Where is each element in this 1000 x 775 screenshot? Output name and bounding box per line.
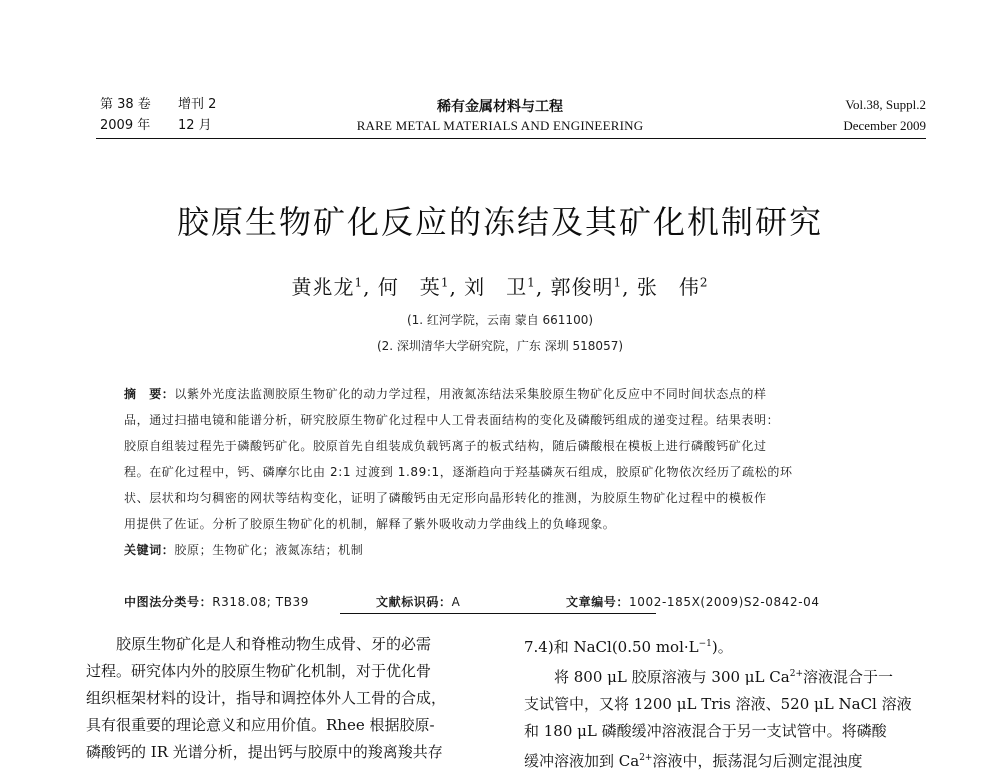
author-name: 黄兆龙 <box>291 275 355 299</box>
body-line: 将 800 μL 胶原溶液与 300 μL $Ca^{2+}$溶液混合于一 <box>554 668 894 686</box>
author-affiliation-mark: 1 <box>527 275 536 290</box>
abstract-line: 胶原自组装过程先于磷酸钙矿化。胶原首先自组装成负载钙离子的板式结构，随后磷酸根在模板上进行磷酸钙矿化过 <box>124 439 767 453</box>
keywords-line <box>124 537 904 563</box>
abstract-line: 状、层状和均匀稠密的网状等结构变化，证明了磷酸钙由无定形向晶形转化的推测，为胶原生物矿化过程中的模板作 <box>124 491 767 505</box>
body-line: 具有很重要的理论意义和应用价值。Rhee 根据胶原- <box>86 716 435 734</box>
author-name: 郭俊明 <box>550 275 614 299</box>
body-line: 和 180 μL 磷酸缓冲溶液混合于另一支试管中。将磷酸 <box>524 722 887 740</box>
header-rule <box>96 138 926 139</box>
keywords-value: 胶原；生物矿化；液氮冻结；机制 <box>174 543 364 557</box>
body-right-column <box>524 631 934 775</box>
doc-value: A <box>451 595 461 609</box>
volume-en: Vol.38, Suppl.2 <box>845 97 926 112</box>
article-number <box>566 589 820 615</box>
month-zh: 12 月 <box>178 118 212 133</box>
body-line: 缓冲溶液加到 $Ca^{2+}$溶液中，振荡混匀后测定混浊度 <box>524 752 863 770</box>
author-affiliation-mark: 1 <box>613 275 623 290</box>
date-en: December 2009 <box>843 118 926 133</box>
abstract-label: 摘 要： <box>124 387 175 401</box>
doc-label: 文献标识码： <box>376 595 452 609</box>
supplement-zh: 增刊 2 <box>178 97 217 112</box>
body-line: 支试管中，又将 1200 μL Tris 溶液、520 μL NaCl 溶液 <box>524 695 912 713</box>
abstract <box>124 381 904 563</box>
author-affiliation-mark: 1 <box>354 275 364 290</box>
body-line: 组织框架材料的设计，指导和调控体外人工骨的合成， <box>86 689 447 707</box>
abstract-line: 程。在矿化过程中，钙、磷摩尔比由 2:1 过渡到 1.89:1，逐渐趋向于羟基磷灰石组成，胶原矿化物依次经历了疏松的环 <box>124 465 793 479</box>
affiliation-2: (2. 深圳清华大学研究院，广东 深圳 518057) <box>376 339 624 353</box>
author-name: 张 伟 <box>636 275 700 299</box>
keywords-label: 关键词： <box>124 543 175 557</box>
abstract-line: 用提供了佐证。分析了胶原生物矿化的机制，解释了紫外吸收动力学曲线上的负峰现象。 <box>124 517 616 531</box>
journal-title-zh: 稀有金属材料与工程 <box>437 99 563 115</box>
paper-title: 胶原生物矿化反应的冻结及其矿化机制研究 <box>176 203 823 241</box>
article-label: 文章编号： <box>566 595 630 609</box>
author-name: 何 英 <box>377 275 441 299</box>
classification-line <box>124 589 309 615</box>
body-left-column <box>86 631 492 766</box>
clc-label: 中图法分类号： <box>124 595 213 609</box>
body-line: 7.4)和 NaCl(0.50 $mol\cdot L^{-1}$)。 <box>524 638 733 656</box>
abstract-line: 摘 要：以紫外光度法监测胶原生物矿化的动力学过程，用液氮冻结法采集胶原生物矿化反应中不同时间状态点的样 <box>124 387 767 401</box>
body-line: 胶原生物矿化是人和脊椎动物生成骨、牙的必需 <box>116 635 432 653</box>
clc-value: R318.08; TB39 <box>212 595 310 609</box>
author-list: 黄兆龙$^1$, 何 英$^1$, 刘 卫$^1$, 郭俊明$^1$, 张 伟$^2$ <box>291 275 709 299</box>
affiliation-1: (1. 红河学院，云南 蒙自 661100) <box>406 313 594 327</box>
year-zh: 2009 年 <box>100 118 151 133</box>
volume-zh: 第 38 卷 <box>100 97 151 112</box>
document-code <box>376 589 460 615</box>
author-affiliation-mark: 1 <box>440 275 450 290</box>
author-name: 刘 卫 <box>464 275 528 299</box>
journal-title-en: RARE METAL MATERIALS AND ENGINEERING <box>356 118 644 133</box>
body-line: 磷酸钙的 IR 光谱分析，提出钙与胶原中的羧离羧共存 <box>86 743 443 761</box>
abstract-line: 品，通过扫描电镜和能谱分析，研究胶原生物矿化过程中人工骨表面结构的变化及磷酸钙组成的递变过程。结果表明： <box>124 413 780 427</box>
author-affiliation-mark: 2 <box>699 275 709 290</box>
article-value: 1002-185X(2009)S2-0842-04 <box>629 595 820 609</box>
body-line: 过程。研究体内外的胶原生物矿化机制，对于优化骨 <box>86 662 432 680</box>
section-divider <box>340 613 656 614</box>
